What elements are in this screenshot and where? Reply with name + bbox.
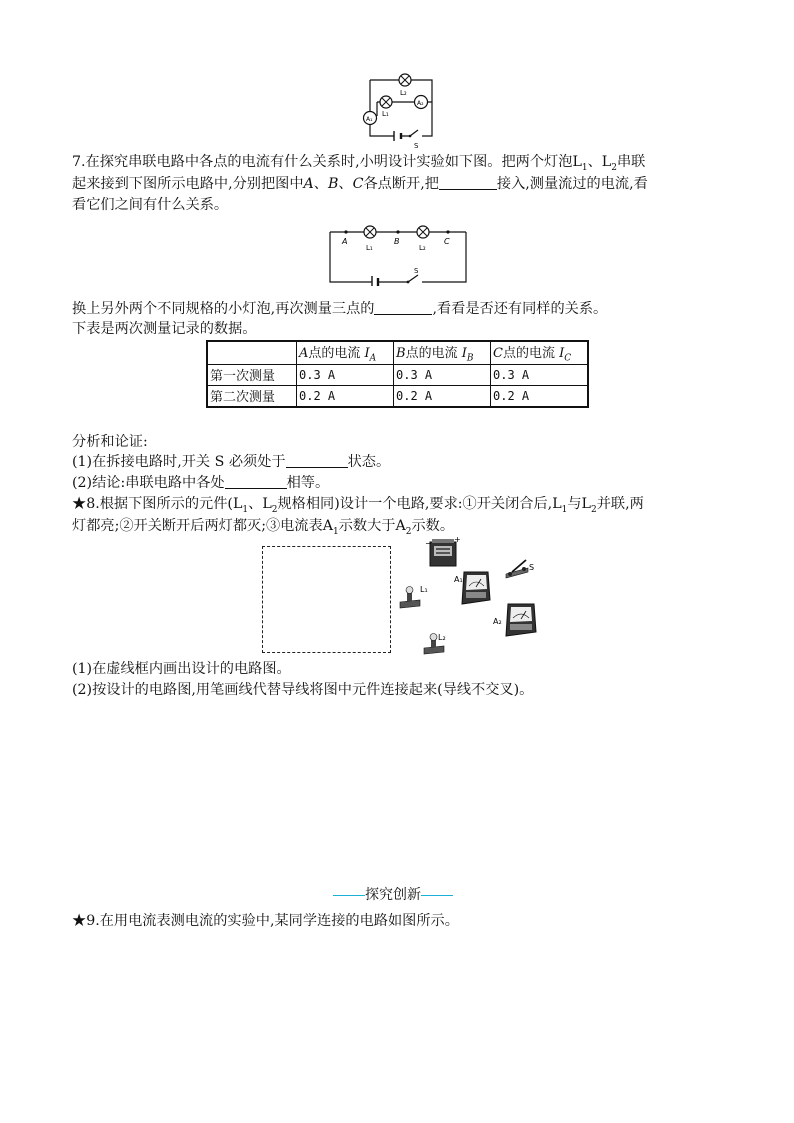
top-label-a1: A₁ [366,116,373,123]
top-lamp-upper [399,74,411,86]
q7-line2: 起来接到下图所示电路中,分别把图中A、B、C各点断开,把 接入,测量流过的电流,看 [72,176,648,192]
analysis-item-2: (2)结论:串联电路中各处 相等。 [72,475,330,491]
top-label-a2: A₂ [417,100,424,107]
q7-line5: 下表是两次测量记录的数据。 [72,321,257,337]
series-battery [372,276,378,286]
q7-blank-1[interactable] [439,175,497,190]
series-label-s: S [414,267,419,275]
table-cell: 0.3 A [297,364,394,385]
series-circuit-diagram [328,220,468,286]
top-circuit-diagram [360,70,440,150]
table-header-empty [207,341,297,364]
table-header-b: B点的电流 $I_B$ [394,341,491,364]
components-illustration [398,534,548,658]
analysis-item-1: (1)在拆接电路时,开关 S 必须处于 状态。 [72,454,391,470]
switch-icon [506,560,528,578]
top-label-l2: L₂ [400,89,407,97]
ammeter-a1-icon [462,572,490,604]
ammeter-a1-label: A₁ [454,575,463,584]
switch-label: S [529,563,535,572]
top-label-s: S [414,142,419,150]
table-row [207,385,588,407]
series-label-a: A [342,237,348,246]
table-cell: 0.2 A [394,385,491,407]
table-cell: 0.2 A [297,385,394,407]
battery-minus: − [425,539,432,548]
q8-line1: ★8.根据下图所示的元件($L_1$、$L_2$规格相同)设计一个电路,要求:①开关闭合后$,L_1$与$L_2$并联,两 [72,496,644,515]
table-row [207,364,588,385]
q8-item-1: (1)在虚线框内画出设计的电路图。 [72,661,291,677]
q7-line4: 换上另外两个不同规格的小灯泡,再次测量三点的 ,看看是否还有同样的关系。 [72,301,608,317]
ammeter-a2-icon [506,604,536,636]
q8-item-2: (2)按设计的电路图,用笔画线代替导线将图中元件连接起来(导线不交叉)。 [72,682,534,698]
series-lamp-l1 [364,226,376,238]
top-label-l1: L₁ [382,110,389,118]
battery-plus: + [454,535,461,544]
series-label-b: B [394,237,400,246]
table-header-row [207,341,588,364]
q7-line1: 7.在探究串联电路中各点的电流有什么关系时,小明设计实验如下图。把两个灯泡$L_1$、$L_2$串联 [72,154,646,173]
lamp-l1-icon [400,587,420,609]
analysis-blank-2[interactable] [225,474,287,489]
table-row-label: 第一次测量 [207,364,297,385]
dashed-drawing-box[interactable] [262,546,391,653]
section-rule-left [333,895,365,896]
series-lamp-l2 [417,226,429,238]
table-row-label: 第二次测量 [207,385,297,407]
table-cell: 0.3 A [394,364,491,385]
q7-blank-2[interactable] [374,300,432,315]
q9-line: ★9.在用电流表测电流的实验中,某同学连接的电路如图所示。 [72,913,459,929]
lamp-l2-label: L₂ [438,633,446,642]
analysis-blank-1[interactable] [286,453,348,468]
top-lamp-l1 [380,96,392,108]
table-header-c: C点的电流 $I_C$ [491,341,589,364]
battery-icon [430,539,456,566]
ammeter-a2-label: A₂ [493,617,502,626]
lamp-l1-label: L₁ [420,585,428,594]
table-cell: 0.3 A [491,364,589,385]
analysis-heading: 分析和论证: [72,434,148,450]
table-header-a: A点的电流 $I_A$ [297,341,394,364]
section-rule-right [421,895,453,896]
measurement-table [206,340,589,408]
q7-line3: 看它们之间有什么关系。 [72,197,229,213]
top-battery [394,131,401,141]
series-label-l1: L₁ [366,244,373,252]
q8-line2: 灯都亮;②开关断开后两灯都灭;③电流表$A_1$示数大于$A_2$示数。 [72,518,455,537]
series-label-l2: L₂ [419,244,426,252]
series-label-c: C [444,237,450,246]
section-title: 探究创新 [333,886,453,904]
table-cell: 0.2 A [491,385,589,407]
